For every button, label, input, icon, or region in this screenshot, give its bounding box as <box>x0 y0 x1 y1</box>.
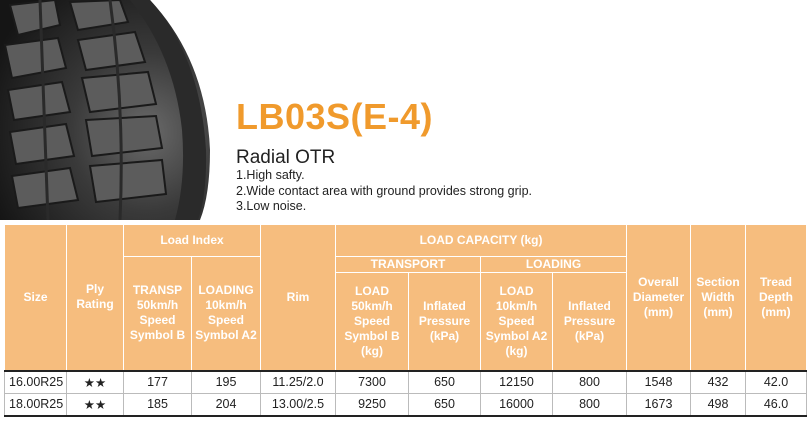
cell-width: 432 <box>691 371 746 394</box>
header-load-capacity: LOAD CAPACITY (kg) <box>336 225 627 257</box>
header-transport-load: LOAD 50km/h Speed Symbol B (kg) <box>336 273 409 371</box>
cell-transport-load: 7300 <box>336 371 409 394</box>
feature-list <box>236 168 532 215</box>
feature-item: 3.Low noise. <box>236 199 307 213</box>
table-row <box>5 393 807 416</box>
cell-diameter: 1548 <box>627 371 691 394</box>
header-size: Size <box>5 225 67 371</box>
header-transp-index: TRANSP 50km/h Speed Symbol B <box>124 257 192 371</box>
cell-diameter: 1673 <box>627 393 691 416</box>
header-overall-diameter: Overall Diameter (mm) <box>627 225 691 371</box>
cell-loading-pressure: 800 <box>553 371 627 394</box>
header-load-index: Load Index <box>124 225 261 257</box>
specs-table <box>4 224 807 417</box>
header-loading-load: LOAD 10km/h Speed Symbol A2 (kg) <box>481 273 553 371</box>
cell-transp-index: 177 <box>124 371 192 394</box>
cell-rim: 13.00/2.5 <box>261 393 336 416</box>
cell-size: 18.00R25 <box>5 393 67 416</box>
cell-loading-load: 16000 <box>481 393 553 416</box>
header-transport: TRANSPORT <box>336 257 481 273</box>
header-tread-depth: Tread Depth (mm) <box>746 225 807 371</box>
cell-rim: 11.25/2.0 <box>261 371 336 394</box>
header-loading-pressure: Inflated Pressure (kPa) <box>553 273 627 371</box>
cell-transport-load: 9250 <box>336 393 409 416</box>
cell-depth: 42.0 <box>746 371 807 394</box>
header-loading-index: LOADING 10km/h Speed Symbol A2 <box>192 257 261 371</box>
cell-ply: ★★ <box>67 393 124 416</box>
cell-transp-index: 185 <box>124 393 192 416</box>
tire-image <box>0 0 218 220</box>
cell-depth: 46.0 <box>746 393 807 416</box>
cell-loading-load: 12150 <box>481 371 553 394</box>
cell-size: 16.00R25 <box>5 371 67 394</box>
header-rim: Rim <box>261 225 336 371</box>
cell-loading-index: 204 <box>192 393 261 416</box>
cell-width: 498 <box>691 393 746 416</box>
cell-transport-pressure: 650 <box>409 371 481 394</box>
cell-loading-index: 195 <box>192 371 261 394</box>
cell-transport-pressure: 650 <box>409 393 481 416</box>
cell-ply: ★★ <box>67 371 124 394</box>
header-section-width: Section Width (mm) <box>691 225 746 371</box>
table-row <box>5 371 807 394</box>
header-loading: LOADING <box>481 257 627 273</box>
product-title: LB03S(E-4) <box>236 96 434 137</box>
cell-loading-pressure: 800 <box>553 393 627 416</box>
header-ply-rating: Ply Rating <box>67 225 124 371</box>
feature-item: 1.High safty. <box>236 168 305 182</box>
feature-item: 2.Wide contact area with ground provides strong grip. <box>236 183 532 198</box>
product-subtitle: Radial OTR <box>236 147 336 168</box>
header-transport-pressure: Inflated Pressure (kPa) <box>409 273 481 371</box>
